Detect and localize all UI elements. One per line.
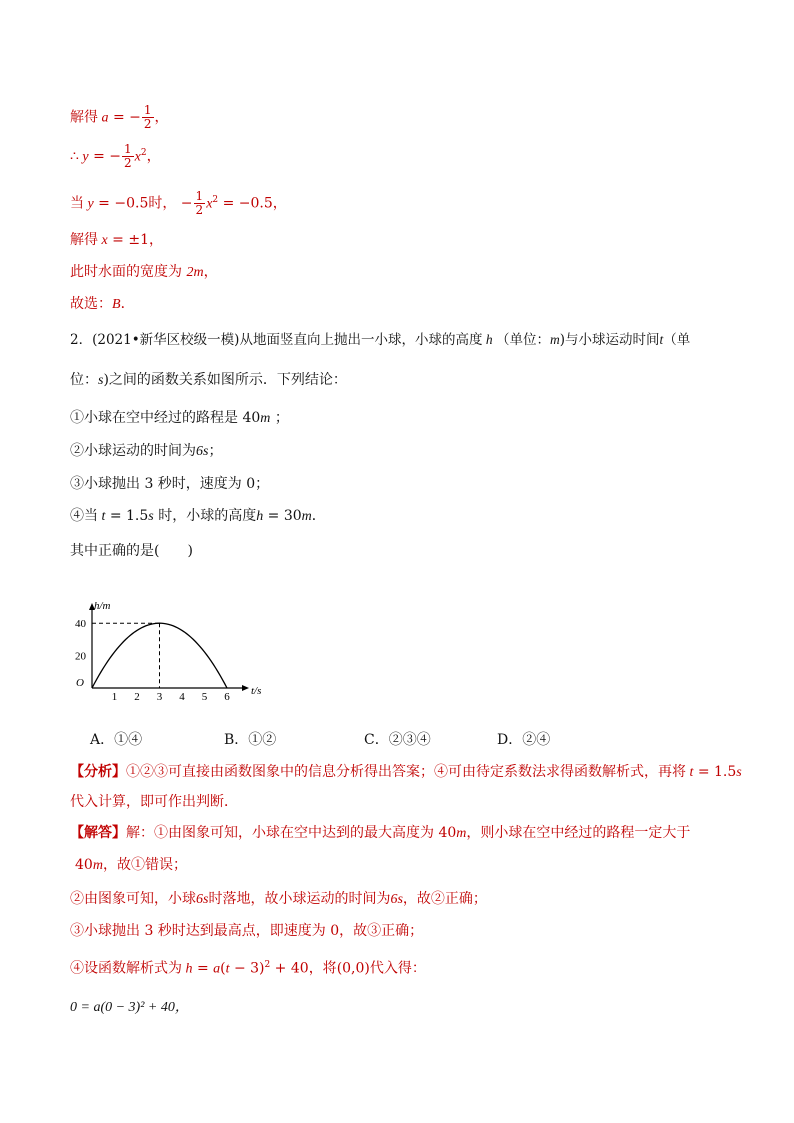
analysis: 【分析】①②③可直接由函数图象中的信息分析得出答案；④可由待定系数法求得函数解析式，再将 t = 1.5s	[70, 764, 742, 780]
height-time-chart	[66, 578, 276, 702]
statement-4: ④当 t = 1.5s 时，小球的高度h = 30m．	[70, 508, 326, 524]
solution-eq: 0 = a(0 − 3)² + 40，	[70, 1000, 189, 1015]
origin-label: O	[76, 677, 84, 689]
option-d[interactable]: D．②④	[497, 732, 551, 748]
option-a[interactable]: A．①④	[90, 732, 143, 748]
solution-2: ②由图象可知，小球6s时落地，故小球运动的时间为6s，故②正确；	[70, 891, 487, 907]
x-tick-label: 4	[179, 691, 185, 702]
solution-1b: 40m，故①错误；	[75, 857, 187, 873]
line-choose: 故选：B．	[70, 296, 135, 312]
x-tick-label: 3	[156, 691, 163, 702]
y-tick-label: 40	[75, 618, 86, 631]
x-axis-arrow	[242, 685, 249, 691]
statement-1: ①小球在空中经过的路程是 40m ；	[70, 410, 289, 426]
solution-4: ④设函数解析式为 $h = a(t - 3)^2 + 40$，将(0,0)代入得：	[70, 960, 426, 977]
line-width: 此时水面的宽度为 2m，	[70, 264, 218, 280]
line-when-y: 当 y = −0.5时， − $\frac{1}{2}$ $x^2 = -0.5$，	[70, 189, 287, 218]
option-c[interactable]: C．②③④	[364, 732, 431, 748]
question-2-line2: 位：s)之间的函数关系如图所示．下列结论：	[70, 372, 347, 388]
solution-1: 【解答】解：①由图象可知，小球在空中达到的最大高度为 40m，则小球在空中经过的路程一定大于	[70, 825, 691, 841]
question-ask: 其中正确的是( )	[70, 543, 193, 559]
option-b[interactable]: B．①②	[224, 732, 277, 748]
question-2: 2．(2021•新华区校级一模)从地面竖直向上抛出一小球，小球的高度 h （单位：m)与小球运动时间t（单	[70, 332, 691, 348]
y-tick-label: 20	[75, 650, 86, 663]
line-y-eq: ∴ y = − $\frac{1}{2}$ $x^2$，	[70, 142, 161, 171]
statement-2: ②小球运动的时间为6s；	[70, 443, 223, 459]
statement-3: ③小球抛出 3 秒时，速度为 0；	[70, 476, 270, 492]
analysis-line2: 代入计算，即可作出判断．	[70, 794, 238, 810]
line-solve-x: 解得 x = ±1，	[70, 232, 163, 248]
x-tick-label: 1	[111, 691, 118, 702]
x-tick-label: 2	[134, 691, 140, 702]
x-tick-label: 5	[201, 691, 208, 702]
line-solve-a: 解得 a = − $\frac{1}{2}$ ，	[70, 103, 169, 131]
y-axis-label: h/m	[94, 600, 111, 612]
x-tick-label: 6	[224, 691, 230, 702]
x-axis-label: t/s	[251, 685, 262, 697]
solution-3: ③小球抛出 3 秒时达到最高点，即速度为 0，故③正确；	[70, 923, 424, 939]
